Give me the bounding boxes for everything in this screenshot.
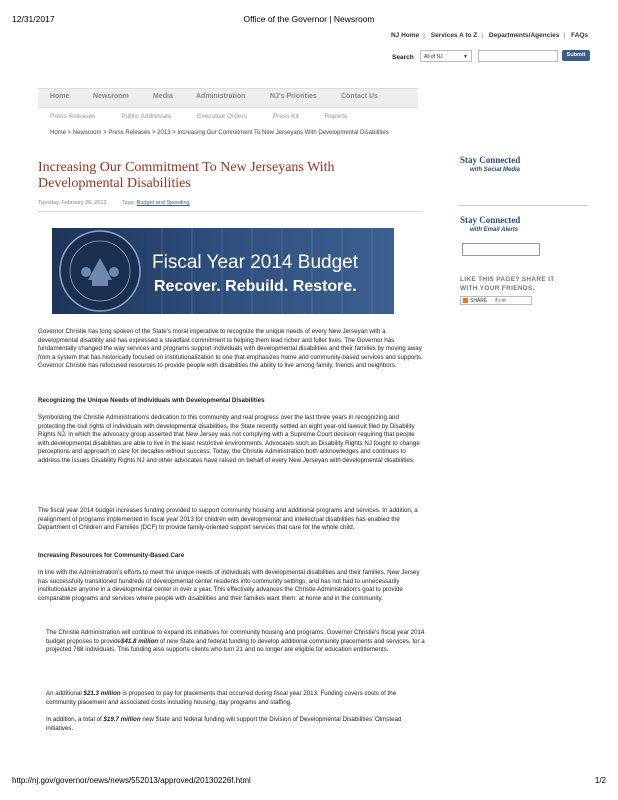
top-links: NJ Home | Services A to Z | Departments/Agencies | FAQs bbox=[390, 32, 588, 39]
nav-newsroom[interactable]: Newsroom bbox=[93, 93, 129, 100]
article-date: Tuesday, February 26, 2013 bbox=[38, 200, 107, 206]
email-subheading[interactable]: with Email Alerts bbox=[470, 227, 519, 233]
nav-media[interactable]: Media bbox=[153, 93, 173, 100]
sub-nav bbox=[50, 113, 371, 120]
email-icon: ✉ bbox=[501, 298, 506, 304]
banner-tagline: Recover. Rebuild. Restore. bbox=[154, 278, 357, 295]
share-prompt: LIKE THIS PAGE? SHARE IT WITH YOUR FRIENDS. bbox=[460, 276, 555, 292]
paragraph-2: Symbolizing the Christie Administration's dedication to this community and real progress over the last three years in recognizing and protecting the civil rights of individuals with developmental disabilities, the State recently settled an eight year-old lawsuit filed by Disability Rights NJ, in which the advocacy group asserted that New Jersey was not complying with a Supreme Court decision requiring that people with developmental disabilities are able to live in the least restrictive environments. Advocates such as Disability Rights NJ fought to change perceptions and approach in care for decades without success. Today, the Christie Administration both acknowledges and continues to address the issues Disability Rights NJ and other advocates have raised on behalf of every New Jerseyan with developmental disabilities. bbox=[38, 414, 420, 464]
social-subheading[interactable]: with Social Media bbox=[470, 167, 521, 173]
share-button[interactable]: SHARE f t ✉ bbox=[460, 296, 532, 305]
page-number: 1/2 bbox=[594, 776, 606, 785]
paragraph-6: An additional $21.3 million is proposed to pay for placements that occurred during fiscal year 2013. Funding covers costs of the community placement and associated costs including housing, day programs and staffing. bbox=[46, 690, 397, 706]
chevron-down-icon: ▼ bbox=[463, 54, 468, 60]
print-title: Office of the Governor | Newsroom bbox=[243, 14, 375, 24]
tag-link[interactable]: Budget and Spending bbox=[136, 200, 190, 206]
email-heading[interactable]: Stay Connected bbox=[460, 215, 521, 225]
twitter-icon: t bbox=[498, 298, 500, 304]
search-label: Search bbox=[392, 54, 414, 61]
email-input[interactable] bbox=[462, 243, 540, 256]
section-heading-2: Increasing Resources for Community-Based Care bbox=[38, 552, 185, 559]
subnav-public-addresses[interactable]: Public Addresses bbox=[121, 113, 172, 120]
social-heading[interactable]: Stay Connected bbox=[460, 155, 521, 165]
paragraph-7: In addition, a total of $19.7 million new State and federal funding will support the Division of Developmental Disabilities' Olmstead initiatives. bbox=[46, 716, 402, 732]
services-link[interactable]: Services A to Z bbox=[430, 32, 478, 39]
banner-title: Fiscal Year 2014 Budget bbox=[152, 252, 358, 273]
nav-home[interactable]: Home bbox=[50, 93, 70, 100]
search-submit-button[interactable]: Submit bbox=[562, 50, 590, 61]
breadcrumb[interactable]: Home > Newsroom > Press Releases > 2013 > Increasing Our Commitment To New Jerseyans With Developmental Disabilities bbox=[50, 130, 389, 136]
subnav-executive-orders[interactable]: Executive Orders bbox=[197, 113, 247, 120]
article-meta bbox=[38, 200, 190, 206]
subnav-reports[interactable]: Reports bbox=[324, 113, 348, 120]
nav-administration[interactable]: Administration bbox=[196, 93, 246, 100]
subnav-press-kit[interactable]: Press Kit bbox=[272, 113, 299, 120]
faqs-link[interactable]: FAQs bbox=[571, 32, 588, 39]
departments-link[interactable]: Departments/Agencies bbox=[488, 32, 560, 39]
search-input[interactable] bbox=[478, 50, 558, 62]
paragraph-5: The Christie Administration will continue to expand its initiatives for community housing and programs. Governor Christie's fiscal year 2014 budget proposes to provide$41.8 million of new State and federal funding to develop additional community placements and services, for a projected 788 individuals. This funding also supports clients who turn 21 and no longer are eligible for education entitlements. bbox=[46, 629, 425, 654]
tags-label: Tags: bbox=[122, 200, 136, 206]
budget-banner bbox=[52, 228, 394, 314]
section-heading-1: Recognizing the Unique Needs of Individuals with Developmental Disabilities bbox=[38, 397, 265, 404]
page-title: Increasing Our Commitment To New Jerseyans With Developmental Disabilities bbox=[38, 160, 335, 191]
search-scope-select[interactable]: All of NJ ▼ bbox=[420, 50, 472, 62]
sidebar-divider bbox=[458, 205, 588, 206]
facebook-icon: f bbox=[495, 298, 497, 304]
paragraph-3: The fiscal year 2014 budget increases funding provided to support community housing and additional programs and services. In addition, a realignment of programs implemented in fiscal year 2013 for children with developmental and intellectual disabilities has enabled the Department of Children and Families (DCF) to provide family-oriented support services that care for the whole child. bbox=[38, 507, 418, 532]
nav-priorities[interactable]: NJ's Priorities bbox=[270, 93, 317, 100]
print-date: 12/31/2017 bbox=[12, 14, 55, 24]
share-icon bbox=[463, 298, 468, 303]
nav-contact[interactable]: Contact Us bbox=[341, 93, 378, 100]
page-url: http://nj.gov/governor/news/news/552013/approved/20130226f.html bbox=[12, 776, 251, 785]
state-seal-icon bbox=[60, 231, 140, 311]
subnav-press-releases[interactable]: Press Releases bbox=[50, 113, 96, 120]
divider bbox=[38, 211, 423, 212]
nj-home-link[interactable]: NJ Home bbox=[390, 32, 420, 39]
main-nav bbox=[38, 88, 418, 108]
paragraph-1: Governor Christie has long spoken of the State's moral imperative to recognize the unique needs of every New Jerseyan with a developmental disability and has expressed a steadfast commitment to helping them lead richer and fuller lives. The Governor has fundamentally changed the way services and programs support individuals with developmental disabilities and their families by moving away from a system that has historically focused on institutionalization to one that emphasizes home and community-based services and supports. Governor Christie has refocused resources to provide people with disabilities the ability to live among family, friends and neighbors. bbox=[38, 328, 423, 370]
paragraph-4: In line with the Administration's efforts to meet the unique needs of individuals with developmental disabilities and their families, New Jersey has successfully transitioned hundreds of developmental center residents into community settings, and has not had to unnecessarily institutionalize anyone in a developmental center in over a year. This effectively advances the Christie Administration's goal to provide comparable programs and services where people with disabilities and their families want them: at home and in the community. bbox=[38, 569, 420, 602]
